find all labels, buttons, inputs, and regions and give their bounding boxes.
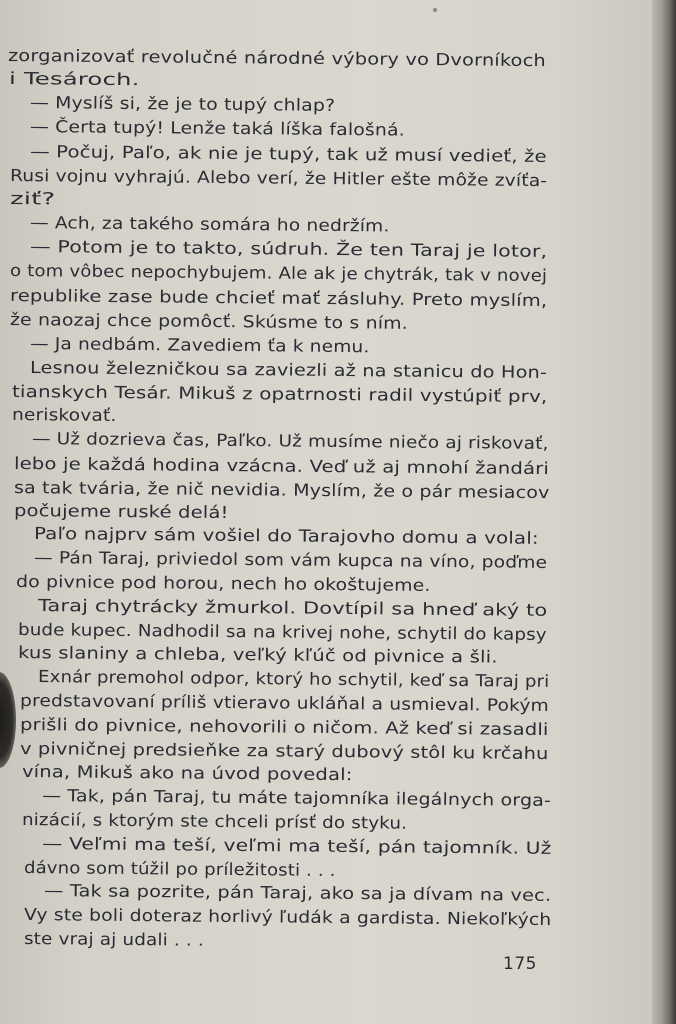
text-line: — Čerta tupý! Lenže taká líška falošná.	[29, 117, 405, 140]
text-line: prišli do pivnice, nehovorili o ničom. Až keď si zasadli	[19, 715, 549, 740]
text-line: Rusi vojnu vyhrajú. Alebo verí, že Hitler ešte môže zvíťa-	[9, 166, 548, 191]
text-line: Paľo najprv sám vošiel do Tarajovho domu a volal:	[33, 524, 539, 548]
text-line: ste vraj aj udali . . .	[23, 929, 205, 950]
text-line: Vy ste boli doteraz horlivý ľudák a gardista. Niekoľkých	[23, 905, 552, 930]
text-line: neriskovať.	[11, 405, 117, 426]
text-line: Exnár premohol odpor, ktorý ho schytil, keď sa Taraj pri	[37, 667, 550, 691]
text-line: — Tak sa pozrite, pán Taraj, ako sa ja dívam na vec.	[43, 881, 552, 905]
text-line: — Pán Taraj, priviedol som vám kupca na víno, poďme	[33, 548, 548, 572]
text-line: — Myslíš si, že je to tupý chlap?	[29, 93, 336, 115]
text-line: — Už dozrieva čas, Paľko. Už musíme niečo aj riskovať,	[31, 429, 549, 453]
text-line: že naozaj chce pomôcť. Skúsme to s ním.	[9, 310, 408, 333]
text-line: kus slaniny a chleba, veľký kľúč od pivnice a šli.	[17, 643, 498, 667]
text-line: republike zase bude chcieť mať zásluhy. Preto myslím,	[9, 286, 548, 311]
text-line: — Ja nedbám. Zavediem ťa k nemu.	[29, 334, 370, 357]
text-line: bude kupec. Nadhodil sa na krivej nohe, schytil do kapsy	[17, 620, 547, 645]
text-line: počujeme ruské delá!	[13, 501, 229, 523]
text-line: — Ach, za takého somára ho nedržím.	[29, 213, 390, 236]
text-line: i Tesároch.	[8, 69, 140, 90]
text-line: — Tak, pán Taraj, tu máte tajomníka ilegálnych orga-	[41, 786, 552, 810]
text-line: tianskych Tesár. Mikuš z opatrnosti radil vystúpiť prv,	[11, 382, 548, 407]
text-line: predstavovaní príliš vtieravo ukláňal a usmieval. Pokým	[19, 691, 549, 716]
text-line: dávno som túžil po príležitosti . . .	[23, 858, 336, 880]
text-line: ziť?	[9, 189, 56, 209]
text-line: — Počuj, Paľo, ak nie je tupý, tak už musí vedieť, že	[29, 142, 547, 166]
text-line: sa tak tvária, že nič nevidia. Myslím, že o pár mesiacov	[13, 478, 550, 503]
text-line: v pivničnej predsieňke za starý dubový stôl ku krčahu	[19, 739, 549, 764]
text-line: — Potom je to takto, súdruh. Že ten Taraj je lotor,	[29, 237, 548, 261]
text-line: — Veľmi ma teší, veľmi ma teší, pán tajomník. Už	[41, 834, 552, 858]
text-line: zorganizovať revolučné národné výbory vo Dvorníkoch	[7, 46, 546, 71]
page-number: 175	[503, 954, 537, 974]
text-line: vína, Mikuš ako na úvod povedal:	[21, 762, 353, 785]
text-line: lebo je každá hodina vzácna. Veď už aj mnohí žandári	[13, 454, 550, 479]
text-line: o tom vôbec nepochybujem. Ale ak je chytrák, tak v novej	[9, 261, 548, 286]
text-line: Taraj chytrácky žmurkol. Dovtípil sa hneď aký to	[37, 596, 548, 620]
text-line: nizácií, s ktorým ste chceli prísť do styku.	[21, 810, 408, 833]
text-line: Lesnou železničkou sa zaviezli až na stanicu do Hon-	[29, 358, 548, 382]
text-line: do pivnice pod horou, nech ho okoštujeme.	[15, 572, 431, 595]
